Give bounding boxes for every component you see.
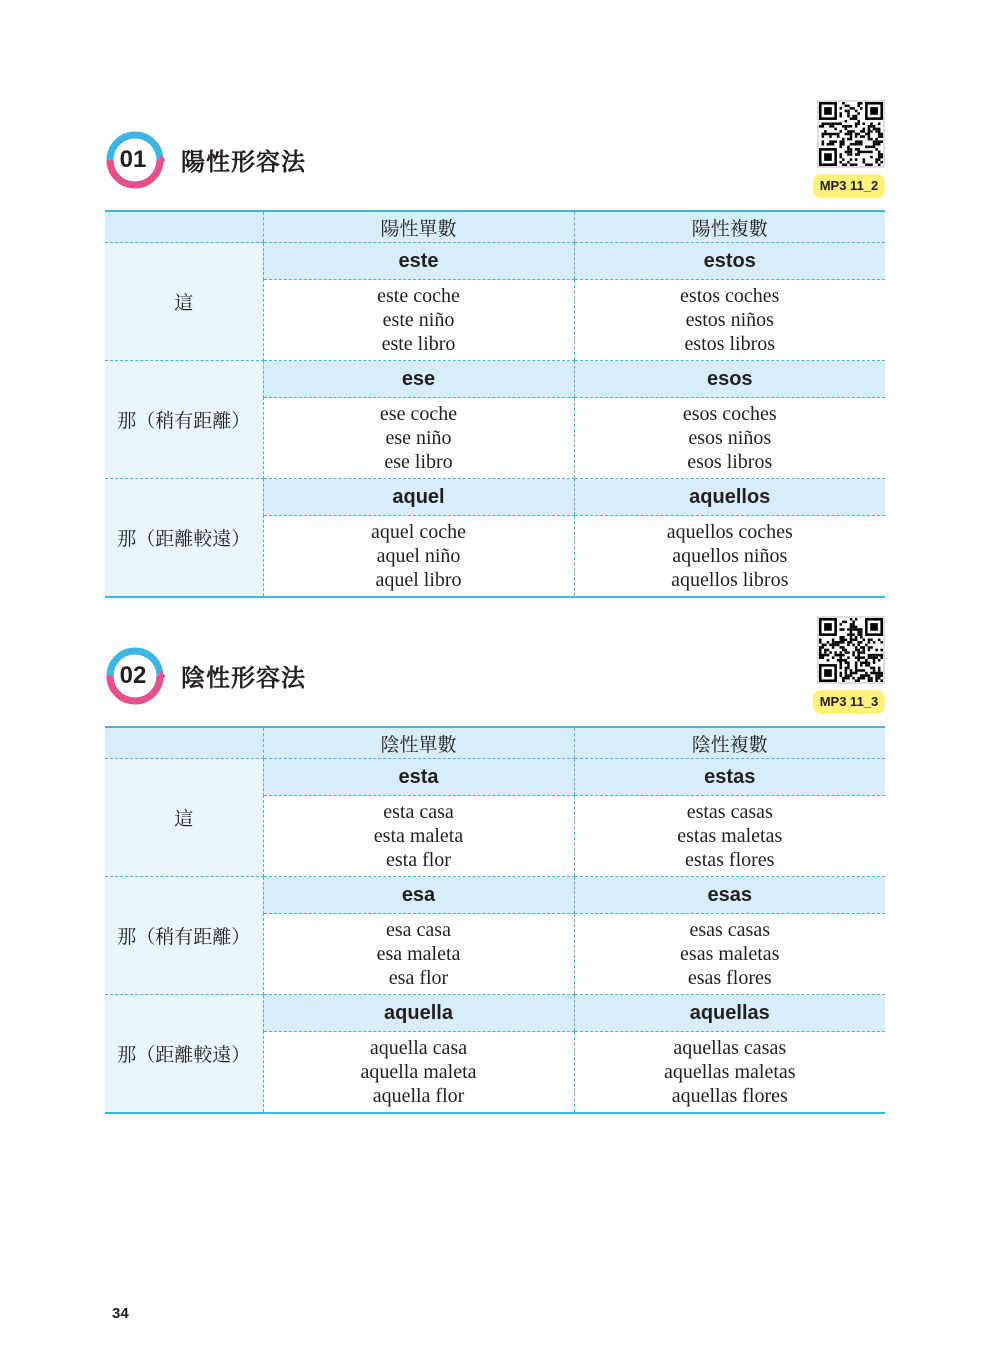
example: este coche — [377, 285, 460, 307]
example: aquella maleta — [360, 1061, 477, 1083]
header-cell-empty — [105, 727, 263, 759]
example: esa casa — [386, 919, 451, 941]
header-singular: 陽性單數 — [263, 211, 574, 243]
plural-examples — [574, 1032, 885, 1114]
example: aquella casa — [369, 1037, 468, 1059]
qr-code-icon[interactable] — [817, 616, 885, 684]
plural-form: estas — [574, 759, 885, 796]
plural-examples — [574, 398, 885, 479]
plural-form: estos — [574, 243, 885, 280]
plural-examples — [574, 516, 885, 598]
row-label: 這 — [105, 243, 263, 361]
example: ese niño — [385, 427, 452, 449]
singular-examples — [263, 796, 574, 877]
singular-form: ese — [263, 361, 574, 398]
qr-code-icon — [819, 102, 883, 166]
row-label: 那（稍有距離） — [105, 877, 263, 995]
example: aquellas flores — [671, 1085, 788, 1107]
qr-code-icon — [819, 618, 883, 682]
singular-form: esta — [263, 759, 574, 796]
singular-form: este — [263, 243, 574, 280]
header-singular: 陰性單數 — [263, 727, 574, 759]
section-feminine — [105, 616, 885, 1114]
table-row-form — [105, 479, 885, 516]
plural-form: esas — [574, 877, 885, 914]
example: esta maleta — [373, 825, 464, 847]
section-number: 01 — [119, 146, 147, 173]
example: este niño — [382, 309, 455, 331]
example: estas casas — [686, 801, 773, 823]
example: aquella flor — [372, 1085, 465, 1107]
singular-form: aquella — [263, 995, 574, 1032]
row-label: 這 — [105, 759, 263, 877]
header-cell-empty — [105, 211, 263, 243]
table-row-form — [105, 361, 885, 398]
adjective-table — [105, 726, 885, 1114]
example: aquel libro — [375, 569, 462, 591]
example: esos niños — [688, 427, 772, 449]
example: esos libros — [687, 451, 773, 473]
header-plural: 陰性複數 — [574, 727, 885, 759]
section-header — [105, 616, 885, 726]
table-row-form — [105, 995, 885, 1032]
adjective-table — [105, 210, 885, 598]
row-label: 那（距離較遠） — [105, 995, 263, 1114]
example: esta flor — [386, 849, 451, 871]
header-plural: 陽性複數 — [574, 211, 885, 243]
example: aquellos coches — [666, 521, 793, 543]
table-row-form — [105, 877, 885, 914]
section-number-badge — [105, 646, 165, 706]
example: esa maleta — [376, 943, 461, 965]
example: esta casa — [383, 801, 454, 823]
row-label: 那（距離較遠） — [105, 479, 263, 598]
example: aquellos libros — [671, 569, 789, 591]
example: este libro — [381, 333, 456, 355]
mp3-track-label[interactable]: MP3 11_3 — [813, 690, 885, 714]
section-title: 陰性形容法 — [181, 664, 306, 692]
audio-link[interactable] — [813, 616, 885, 714]
example: estos niños — [685, 309, 774, 331]
example: estos coches — [680, 285, 780, 307]
plural-examples — [574, 914, 885, 995]
singular-examples — [263, 1032, 574, 1114]
example: esas casas — [689, 919, 771, 941]
example: aquel coche — [371, 521, 466, 543]
section-title: 陽性形容法 — [181, 148, 306, 176]
example: esas flores — [687, 967, 772, 989]
example: estas maletas — [677, 825, 783, 847]
audio-link[interactable] — [813, 100, 885, 198]
plural-form: aquellas — [574, 995, 885, 1032]
section-number: 02 — [119, 662, 147, 689]
singular-form: aquel — [263, 479, 574, 516]
example: aquel niño — [376, 545, 461, 567]
table-row-form — [105, 243, 885, 280]
plural-examples — [574, 796, 885, 877]
singular-examples — [263, 398, 574, 479]
example: ese coche — [379, 403, 458, 425]
singular-examples — [263, 516, 574, 598]
example: esa flor — [388, 967, 449, 989]
plural-examples — [574, 280, 885, 361]
singular-examples — [263, 280, 574, 361]
example: esas maletas — [680, 943, 780, 965]
section-number-badge — [105, 130, 165, 190]
page-number: 34 — [112, 1305, 129, 1322]
singular-examples — [263, 914, 574, 995]
plural-form: esos — [574, 361, 885, 398]
example: aquellas maletas — [663, 1061, 796, 1083]
example: aquellas casas — [673, 1037, 787, 1059]
example: ese libro — [384, 451, 453, 473]
mp3-track-label[interactable]: MP3 11_2 — [813, 174, 885, 198]
table-header-row — [105, 211, 885, 243]
section-header — [105, 100, 885, 210]
table-header-row — [105, 727, 885, 759]
plural-form: aquellos — [574, 479, 885, 516]
example: aquellos niños — [672, 545, 788, 567]
section-masculine — [105, 100, 885, 598]
table-row-form — [105, 759, 885, 796]
example: estas flores — [685, 849, 775, 871]
singular-form: esa — [263, 877, 574, 914]
example: estos libros — [684, 333, 776, 355]
example: esos coches — [682, 403, 777, 425]
row-label: 那（稍有距離） — [105, 361, 263, 479]
qr-code-icon[interactable] — [817, 100, 885, 168]
